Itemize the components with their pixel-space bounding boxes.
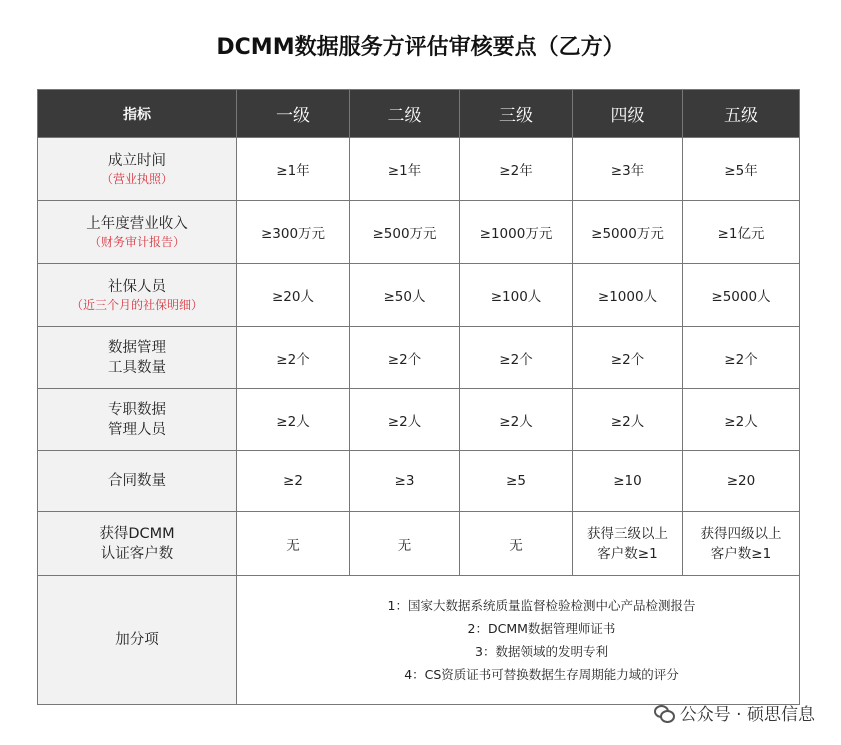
row-label-text-line2: 认证客户数 bbox=[100, 545, 174, 562]
wechat-icon bbox=[654, 704, 674, 722]
table-cell: ≥20人 bbox=[237, 264, 350, 327]
row-label-text: 专职数据 bbox=[108, 401, 166, 418]
table-cell: ≥5 bbox=[460, 451, 573, 512]
header-level-4: 四级 bbox=[573, 90, 683, 138]
row-label bbox=[38, 512, 237, 576]
bonus-row bbox=[38, 576, 800, 705]
table-cell: ≥2个 bbox=[683, 327, 800, 389]
row-label-text-line2: 工具数量 bbox=[108, 359, 166, 376]
bonus-label-text: 加分项 bbox=[115, 632, 159, 648]
table-cell: ≥5000万元 bbox=[573, 201, 683, 264]
row-label bbox=[38, 327, 237, 389]
table-cell: ≥2人 bbox=[237, 389, 350, 451]
bonus-label bbox=[38, 576, 237, 705]
table-cell: ≥1亿元 bbox=[683, 201, 800, 264]
table-cell: ≥1000人 bbox=[573, 264, 683, 327]
table-cell: ≥20 bbox=[683, 451, 800, 512]
list-item: 3：数据领域的发明专利 bbox=[475, 644, 608, 659]
row-label-text: 获得DCMM bbox=[99, 525, 175, 542]
row-label-note: （近三个月的社保明细） bbox=[70, 297, 203, 312]
table-cell: ≥500万元 bbox=[350, 201, 460, 264]
table-cell: ≥2人 bbox=[460, 389, 573, 451]
row-label-text: 成立时间 bbox=[108, 152, 166, 169]
row-label bbox=[38, 138, 237, 201]
row-label-note: （财务审计报告） bbox=[88, 234, 185, 249]
row-label-text: 社保人员 bbox=[108, 278, 166, 295]
table-cell: ≥2人 bbox=[573, 389, 683, 451]
row-label-text: 合同数量 bbox=[108, 473, 166, 489]
table-cell bbox=[683, 512, 800, 576]
list-item: 2：DCMM数据管理师证书 bbox=[467, 621, 616, 636]
table-cell: ≥100人 bbox=[460, 264, 573, 327]
table-cell: ≥1年 bbox=[237, 138, 350, 201]
row-label bbox=[38, 264, 237, 327]
table-row bbox=[38, 327, 800, 389]
bonus-list bbox=[237, 576, 800, 705]
table-row bbox=[38, 201, 800, 264]
header-level-3: 三级 bbox=[460, 90, 573, 138]
page-title: DCMM数据服务方评估审核要点（乙方） bbox=[216, 35, 625, 60]
cell-line1: 获得三级以上 bbox=[587, 525, 668, 542]
table-cell: ≥2个 bbox=[350, 327, 460, 389]
table-cell: ≥5000人 bbox=[683, 264, 800, 327]
table-cell: 无 bbox=[350, 512, 460, 576]
table-cell: ≥2 bbox=[237, 451, 350, 512]
row-label bbox=[38, 201, 237, 264]
table-cell: ≥2个 bbox=[460, 327, 573, 389]
table-cell bbox=[573, 512, 683, 576]
header-indicator: 指标 bbox=[38, 90, 237, 138]
table-cell: 无 bbox=[237, 512, 350, 576]
row-label-note: （营业执照） bbox=[100, 171, 173, 186]
table-cell: ≥2个 bbox=[237, 327, 350, 389]
cell-line2: 客户数≥1 bbox=[710, 545, 772, 562]
table-cell: ≥2个 bbox=[573, 327, 683, 389]
table-cell: ≥10 bbox=[573, 451, 683, 512]
cell-line2: 客户数≥1 bbox=[597, 545, 658, 562]
table-row bbox=[38, 451, 800, 512]
table-cell: ≥3 bbox=[350, 451, 460, 512]
table-row bbox=[38, 389, 800, 451]
table-cell: ≥2人 bbox=[683, 389, 800, 451]
table-cell: 无 bbox=[460, 512, 573, 576]
table-cell: ≥1年 bbox=[350, 138, 460, 201]
row-label-text-line2: 管理人员 bbox=[108, 421, 166, 438]
list-item: 4：CS资质证书可替换数据生存周期能力域的评分 bbox=[404, 667, 679, 682]
row-label-text: 上年度营业收入 bbox=[86, 215, 188, 232]
cell-line1: 获得四级以上 bbox=[700, 525, 782, 542]
table-cell: ≥50人 bbox=[350, 264, 460, 327]
table-cell: ≥5年 bbox=[683, 138, 800, 201]
watermark-text: 公众号 · 硕思信息 bbox=[679, 705, 815, 725]
table-cell: ≥2人 bbox=[350, 389, 460, 451]
table-row bbox=[38, 138, 800, 201]
table-row bbox=[38, 512, 800, 576]
list-item: 1：国家大数据系统质量监督检验检测中心产品检测报告 bbox=[387, 598, 696, 613]
row-label bbox=[38, 389, 237, 451]
header-level-5: 五级 bbox=[683, 90, 800, 138]
table-cell: ≥1000万元 bbox=[460, 201, 573, 264]
row-label-text: 数据管理 bbox=[108, 339, 166, 356]
table-cell: ≥300万元 bbox=[237, 201, 350, 264]
row-label bbox=[38, 451, 237, 512]
header-level-1: 一级 bbox=[237, 90, 350, 138]
table-cell: ≥3年 bbox=[573, 138, 683, 201]
table-cell: ≥2年 bbox=[460, 138, 573, 201]
header-row bbox=[38, 90, 800, 138]
wechat-watermark bbox=[654, 700, 815, 725]
table-row bbox=[38, 264, 800, 327]
assessment-table bbox=[37, 89, 800, 705]
header-level-2: 二级 bbox=[350, 90, 460, 138]
